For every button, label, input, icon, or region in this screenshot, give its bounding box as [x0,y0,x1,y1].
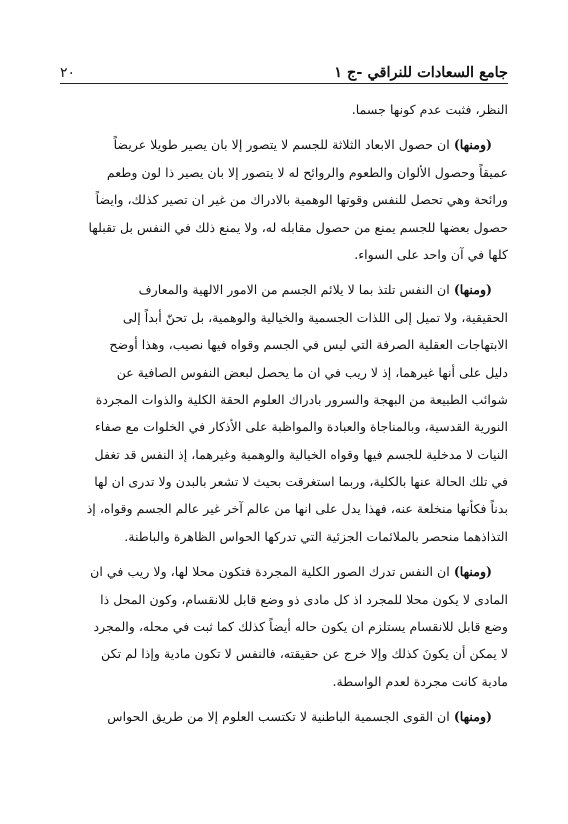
text-line [60,613,508,640]
body-text [60,96,508,731]
paragraph-lead: (ومنها) [453,564,492,580]
paragraph-lead: (ومنها) [453,709,492,725]
line-text: مادية كانت مجردة لعدم الواسطة. [332,673,508,689]
line-text: كلها في آن واحد على السواء. [354,246,508,262]
line-text: ان النفس تدرك الصور الكلية المجردة فتكون محلا لها، ولا ريب في ان [90,564,454,580]
text-line [60,186,508,213]
line-text: وضع قابل للانقسام يستلزم ان يكون حاله أيضاً كذلك كما ثبت في محله، والمجرد [93,619,508,635]
line-text: التذاذهما منحصر بالملائمات الجزئية التي تدركها الحواس الظاهرة والباطنة. [124,528,508,544]
text-line [60,441,508,468]
paragraph-gap [60,695,508,703]
line-text: حصول بعضها للجسم يمنع من حصول مقابله له، ولا يمنع ذلك في النفس بل تقبلها [88,219,508,235]
line-text: الابتهاجات العقلية الصرفة التي ليس في الجسم وقواه فيها نصيب، وهذا أوضح [109,337,508,353]
line-text: دليل على أنها غيرهما، إذ لا ريب في ان ما يحصل لبعض النفوس الصافية عن [116,364,508,380]
text-line [60,586,508,613]
paragraph-gap [60,550,508,558]
text-line [60,668,508,695]
line-text: ورائحة وهي تحصل للنفس وقوتها الوهمية بالادراك من غير ان تصير كذلك، وايضاً [95,192,508,208]
text-line [60,214,508,241]
text-line [60,96,508,123]
paragraph-lead: (ومنها) [453,282,492,298]
line-text: ان القوى الجسمية الباطنية لا تكتسب العلوم إلا من طريق الحواس [107,709,454,725]
text-line [60,468,508,495]
page-number: ٢٠ [60,65,76,81]
line-text: المادى لا يكون محلا للمجرد اذ كل مادى ذو وضع قابل للانقسام، وكون المحل ذا [100,591,508,607]
text-line [60,331,508,358]
text-line [60,304,508,331]
text-line [60,386,508,413]
text-line [60,558,508,585]
paragraph-lead: (ومنها) [453,137,492,153]
text-line [60,131,508,158]
text-line [60,159,508,186]
line-text: لا يمكن أن يكونَ كذلك وإلا خرج عن حقيقته، فالنفس لا تكون مادية وإذا لم تكن [101,646,508,662]
header-rule [60,83,508,84]
paragraph-gap [60,268,508,276]
text-line [60,495,508,522]
paragraph-gap [60,123,508,131]
line-text: شوائب الطبيعة من البهجة والسرور بادراك العلوم الحقة الكلية والذوات المجردة [95,391,508,407]
line-text: الحقيقية، ولا تميل إلى اللذات الجسمية والخيالية والوهمية، بل تحنّ أبداً إلى [122,309,508,325]
line-text: النيات لا مدخلية للجسم فيها وقواه الخيالية والوهمية وغيرهما، إذ النفس قد تغفل [94,446,508,462]
page-header [60,55,508,81]
text-line [60,241,508,268]
line-text: ان النفس تلتذ بما لا يلائم الجسم من الامور الالهية والمعارف [138,282,454,298]
line-text: النظر، فثبت عدم كونها جسما. [351,102,508,117]
text-line [60,703,508,730]
text-line [60,640,508,667]
line-text: بدناً فكأنها منخلعة عنه، فهذا يدل على انها من عالم آخر غير عالم الجسم وقواه، إذ [86,501,508,517]
text-line [60,276,508,303]
text-line [60,359,508,386]
running-title: جامع السعادات للنراقي -ج ١ [334,64,508,81]
text-line [60,523,508,550]
line-text: ان حصول الابعاد الثلاثة للجسم لا يتصور إلا بان يصير طويلا عريضاً [113,137,454,153]
line-text: عميقاً وحصول الألوان والطعوم والروائح له لا يتصور إلا بان يصير ذا لون وطعم [106,164,508,180]
line-text: في تلك الحالة عنها بالكلية، وربما استغرقت بحيث لا تشعر بالبدن ولا تدرى ان لها [94,474,508,490]
line-text: النورية القدسية، وبالمناجاة والعبادة والمواظبة على الأذكار في الخلوات مع صفاء [94,419,508,435]
text-line [60,413,508,440]
